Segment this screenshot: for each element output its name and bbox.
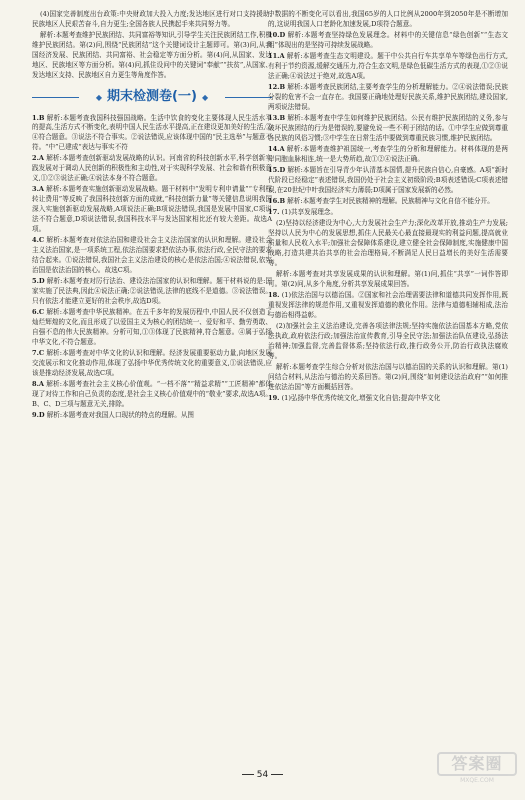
answer-number: 19. bbox=[268, 394, 280, 403]
title-deco-icon: ◆ bbox=[201, 92, 209, 102]
answer-number: 1.B bbox=[32, 113, 45, 122]
answer-number: 9.D bbox=[32, 410, 45, 419]
answer-item bbox=[268, 31, 508, 51]
answer-text: 解析:本题考查民族团结,主要考查学生的分析理解能力。②④说法错误;民族分裂的危害不会一直存在。我国要正确地处理好民族关系,维护民族团结,建设国家,两项说法错误。 bbox=[268, 83, 508, 111]
answer-number: 15.D bbox=[268, 166, 286, 175]
section-title bbox=[79, 88, 225, 107]
answer-item bbox=[32, 154, 272, 184]
answer-text: (1)弘扬中华优秀传统文化,增强文化自信;提高中华文化 bbox=[281, 394, 441, 403]
answer-text: 解析:本题考查对共享发展成果的认识和理解。第(1)问,抓住“共享”一词作答即可。第(2)问,从多个角度,分析共享发展成果回答。 bbox=[268, 270, 508, 289]
answer-item bbox=[32, 380, 272, 410]
answer-number: 7.C bbox=[32, 348, 45, 357]
answer-text: 解析:本题考查对厉行法治、建设法治国家的认识和理解。题干材料说的是:国家实施了民法典,因此④说法正确;②说法错误,法律的底线不是道德。③说法错误。只有依法才能建立更好的社会秩序,故选D项。 bbox=[32, 276, 272, 305]
answer-item bbox=[32, 349, 272, 379]
answer-number: 10.D bbox=[268, 31, 286, 40]
answer-text: (2)加强社会主义法治建设,完善各项法律法规;坚持实施依法治国基本方略,党依法执政,政府依法行政;加强法治宣传教育,引导全民守法;加强法治队伍建设,弘扬法治精神;加强监督,完善监督体系;坚持依法行政,推行政务公开,防治行政执法腐败等。 bbox=[268, 322, 508, 360]
answer-text: 解析:本题考查生态文明建设。题干中公共自行车共享单车等绿色出行方式,有利于节约资源,缓解交通压力,符合生态文明,是绿色低碳生活方式的表现,①②③说法正确;④说法过于绝对,故选A项。 bbox=[268, 52, 508, 80]
answer-item bbox=[32, 308, 272, 348]
answer-text: 解析:本题考查创新驱动发展战略的认识。河南省的科技创新水平,科学创新实践发展对于调动人民创新的积极性和主动性,对于实现科学发展、社会和谐有积极意义,①②③说法正确;④说法本身不符合题意。 bbox=[32, 154, 272, 183]
answer-text: 解析:本题考查对中华文化的认识和理解。经济发展重要驱动力量,向地区发展交流展示和文化推动作用,体现了弘扬中华优秀传统文化的重要意义,①说法错误,应该是推动经济发展,故选C项。 bbox=[32, 348, 272, 377]
answer-item bbox=[268, 208, 508, 218]
answer-text: 解析:本题考查对我国人口现状的特点的理解。从图 bbox=[46, 410, 195, 419]
answer-text: 解析:本题考查对依法治国和建设社会主义法治国家的认识和理解。建设社会主义法治国家,是一项系统工程,依法治国要求把依法办事,依法行政,全民守法的要求结合起来。①说法错误,我国社会主义法治建设的核心是依法治国;④说法错误,依宪治国是依法治国的核心。故选C项。 bbox=[32, 236, 272, 274]
answer-text: (1)依法治国与以德治国。②国家和社会治理需要法律和道德共同发挥作用,既重视发挥法律的规范作用,又重视发挥道德的教化作用。法律与道德相辅相成,法治与德治相得益彰。 bbox=[268, 291, 508, 320]
answer-item bbox=[32, 236, 272, 276]
answer-text: 解析:本题考查我国科技强国战略。生活中饮食的变化主要体现人民生活水平的提高,生活方式不断变化,表明中国人民生活水平提高,正在建设更加美好的生活,②④符合题意。③说法不符合事实。②说法错误,应该体现中国的“民主选举”与题意不符。“中”已建成“表达与事实不符 bbox=[32, 113, 272, 152]
answer-item bbox=[32, 185, 272, 234]
answer-number: 6.C bbox=[32, 307, 45, 316]
answer-number: 4.C bbox=[32, 236, 45, 245]
watermark-main: 答案圈 bbox=[437, 752, 517, 776]
answer-text: (2)坚持以经济建设为中心,大力发展社会生产力;深化改革开放,推动生产力发展;坚持以人民为中心的发展思想,抓住人民最关心最直接最现实的利益问题,提高就业质量和人民收入水平;加强社会保障体系建设,建立健全社会保障制度,实施健康中国战略,打造共建共治共享的社会治理格局,不断满足人民日益增长的美好生活需要等。 bbox=[268, 219, 508, 268]
answer-number: 11.A bbox=[268, 52, 285, 61]
watermark-logo bbox=[437, 752, 517, 794]
answer-number: 2.A bbox=[32, 154, 44, 163]
left-top-analysis: 解析:本题考查维护民族团结、共同富裕等知识,引导学生关注民族团结工作,积极维护民族团结。第(2)问,围绕“民族团结”这个关键词设计主题即可。第(3)问,从我国经济发展、民族团结、共同富裕、社会稳定等方面分析。第(4)问,从国家、发达地区、民族地区等方面分析。第(4)问,抓住设问中的关键词“奉献”“扶贫”,从国家、发达地区支持、民族地区自力更生等角度作答。 bbox=[32, 31, 272, 79]
answer-item bbox=[268, 394, 508, 404]
answer-text: 解析:本题考查坚持绿色发展理念。材料中的关键信息“绿色创新”“生态文明”体现出的是坚持可持续发展战略。 bbox=[268, 31, 508, 49]
answer-number: 8.A bbox=[32, 379, 44, 388]
answer-item bbox=[268, 197, 508, 207]
answer-item bbox=[32, 411, 272, 421]
answer-item bbox=[268, 270, 508, 290]
answer-number: 18. bbox=[268, 291, 280, 300]
answer-number: 13.B bbox=[268, 114, 286, 123]
answer-item bbox=[268, 322, 508, 362]
answer-text: 解析:本题考查社会主义核心价值观。“一档不落”“精益求精”“工匠精神”都体现了对待工作和自己负责的态度,是社会主义核心价值观中的“敬业”要求,故选A项。B、C、D三项与题意无关,排除。 bbox=[32, 379, 272, 408]
page-dash bbox=[271, 774, 283, 775]
answer-item bbox=[268, 166, 508, 196]
left-top-paragraph: (4)国家完善制度出台政策:中央财政加大投入力度;发达地区进行对口支持援助;民族地区人民艰苦奋斗,自力更生;全国各族人民携起手来共同努力等。 bbox=[32, 10, 272, 28]
answer-text: 解析:本题考查实施创新驱动发展战略。题干材料中“发明专利申请量”“专利权转让费用”等反映了我国科技创新方面的成就,“科技创新力量”等关键信息说明我国深入实施创新驱动发展战略,A项说法正确;B项说法错误,我国是发展中国家,C项说法不符合题意,D项说法错误,我国科技水平与发达国家相比还有较大差距。故选A项。 bbox=[32, 185, 272, 233]
answer-item bbox=[268, 291, 508, 321]
section-title-bar bbox=[32, 88, 272, 106]
answer-item bbox=[268, 52, 508, 82]
answer-text: (1)共享发展理念。 bbox=[281, 208, 338, 217]
answer-text: 解析:本题考查中华民族精神。在五千多年的发展历程中,中国人民不仅创造了灿烂辉煌的文化,而且形成了以爱国主义为核心的团结统一、爱好和平、勤劳勇敢、自强不息的伟大民族精神。分析可知,①③体现了民族精神,符合题意。④属于弘扬中华文化,不符合题意。 bbox=[32, 307, 272, 346]
answer-text: 解析:本题旨在引导青少年认清基本国情,提升民族自信心,自豪感。A项“新时代阶段已经稳定”表述错误,我国仍处于社会主义初级阶段;B项表述错误;C项表述错误,在20世纪中叶我国经济实力薄弱;D项属于国家发展新的必然。 bbox=[268, 166, 508, 194]
answer-text: 解析:本题考查学生综合分析对依法治国与以德治国的关系的认识和理解。第(1)问结合材料,从法治与德治的关系回答。第(2)问,围绕“如何建设法治政府”“如何推进依法治国”等方面概括回答。 bbox=[268, 363, 508, 391]
answer-item bbox=[32, 114, 272, 154]
answer-item bbox=[268, 145, 508, 165]
answer-number: 5.D bbox=[32, 276, 45, 285]
answer-number: 12.B bbox=[268, 83, 286, 92]
answer-text: 解析:本题考查中学生如何维护民族团结。公民有维护民族团结的义务,参与破坏民族团结的行为是错误的,要避免说一些不利于团结的话。①中学生应做到尊重各民族的风俗习惯;③中学生在日常生活中要做到尊重民族习惯,维护民族团结。 bbox=[268, 114, 508, 142]
answer-item bbox=[268, 10, 508, 30]
answer-item bbox=[268, 219, 508, 268]
section-title-label: 期末检测卷(一) bbox=[107, 88, 197, 104]
answer-number: 14.A bbox=[268, 145, 285, 154]
page-dash bbox=[242, 774, 254, 775]
answer-item bbox=[268, 363, 508, 393]
answer-number: 17. bbox=[268, 208, 280, 217]
answer-item bbox=[32, 277, 272, 307]
answer-text: 解析:本题考查学生对民族精神的理解。民族精神与文化自信不能分开。 bbox=[287, 197, 494, 206]
answer-number: 16.B bbox=[268, 197, 286, 206]
answer-item bbox=[268, 83, 508, 113]
left-column bbox=[32, 10, 272, 422]
answer-text: 中数据的不断变化可以看出,我国65岁的人口比例从2000年到2050年是不断增加的,这说明我国人口老龄化加速发展,D项符合题意。 bbox=[268, 10, 508, 28]
answer-text: 解析:本题考查维护祖国统一,考查学生的分析和理解能力。材料体现的是两岸同胞血脉相连,统一是大势所趋,故①②④说法正确。 bbox=[268, 145, 508, 163]
page-number-text: 54 bbox=[256, 770, 269, 780]
answer-item bbox=[268, 114, 508, 144]
right-column bbox=[268, 10, 508, 405]
answer-number: 3.A bbox=[32, 185, 44, 194]
title-deco-icon: ◆ bbox=[95, 92, 103, 102]
watermark-sub: MXQE.COM bbox=[460, 777, 494, 784]
